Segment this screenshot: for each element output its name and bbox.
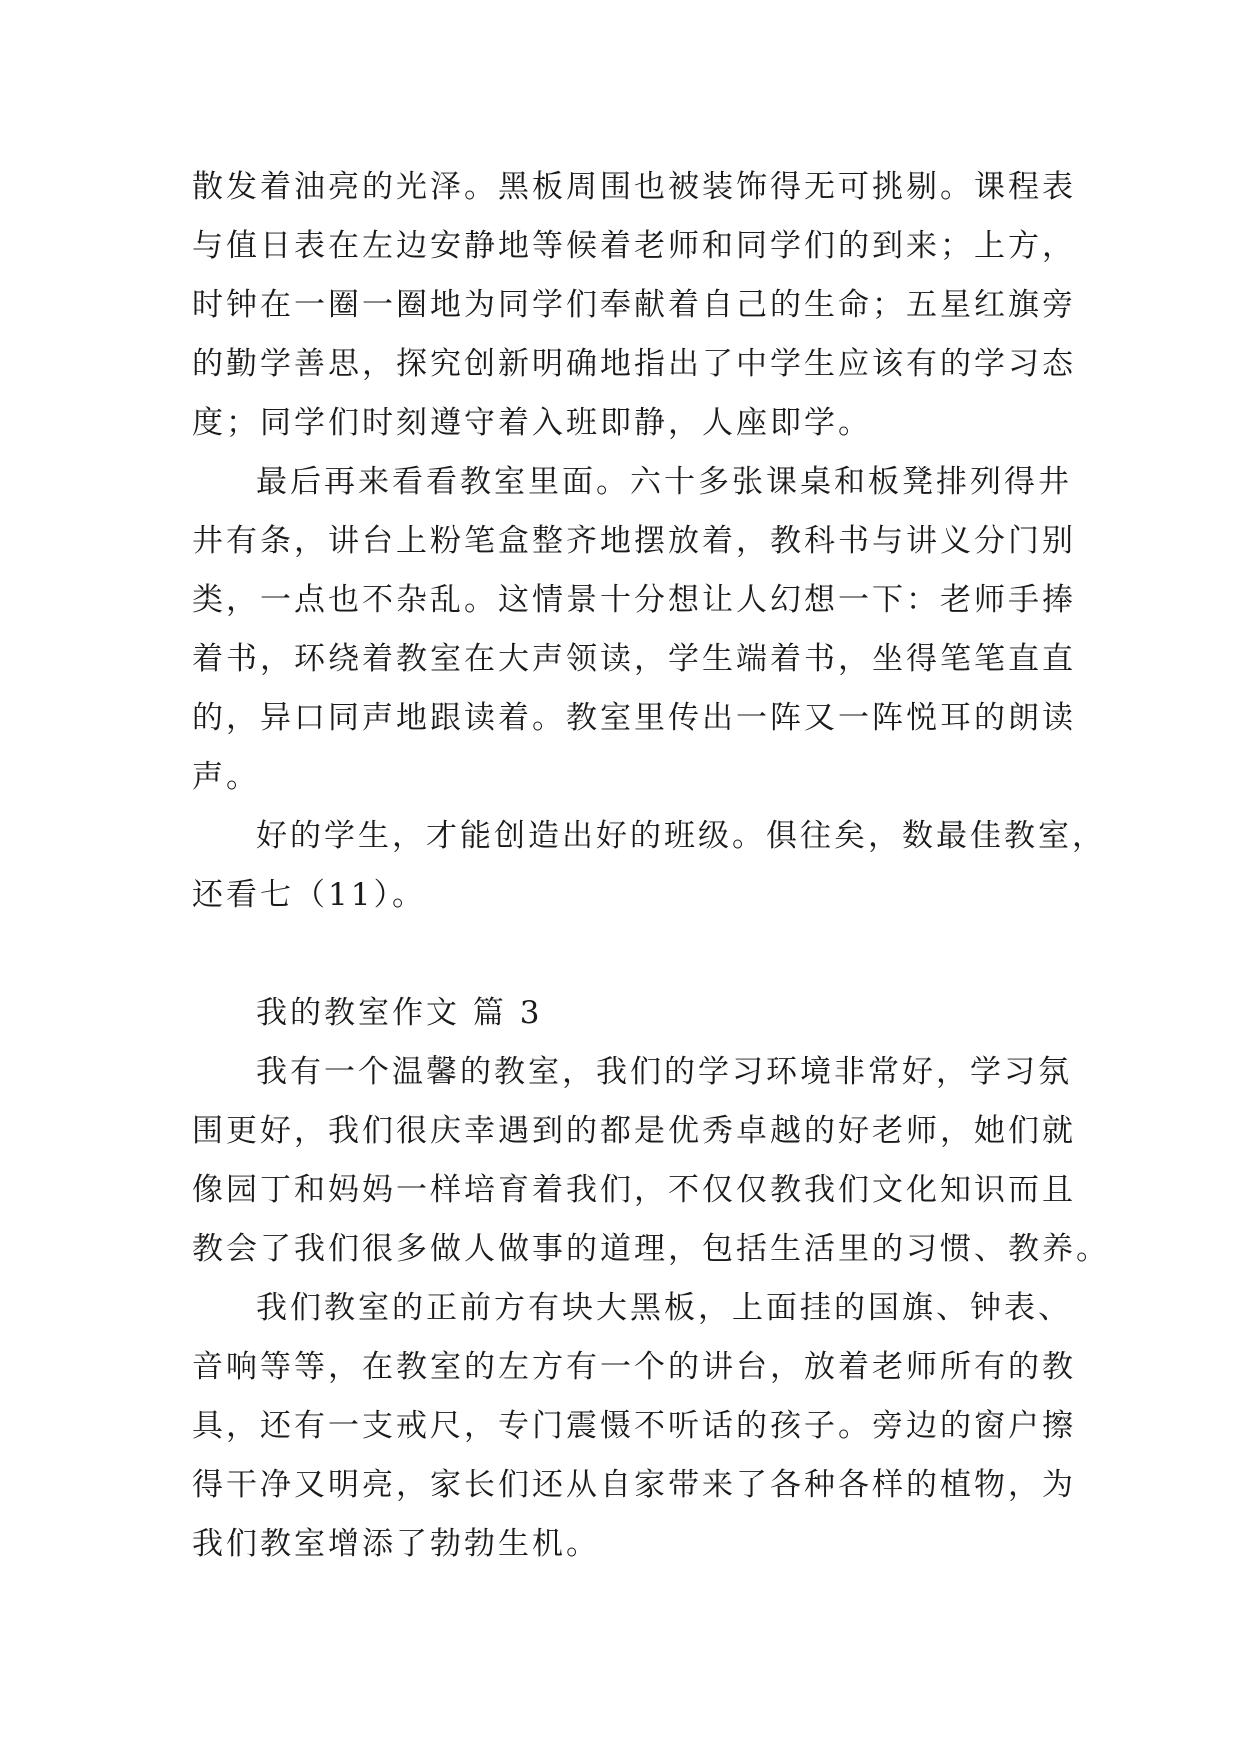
text-line: 井有条，讲台上粉笔盒整齐地摆放着，教科书与讲义分门别 [192, 523, 1076, 559]
text-line: 具，还有一支戒尺，专门震慑不听话的孩子。旁边的窗户擦 [192, 1408, 1076, 1444]
text-line: 音响等等，在教室的左方有一个的讲台，放着老师所有的教 [192, 1349, 1076, 1385]
section-spacer [192, 925, 1072, 984]
text-line: 的，异口同声地跟读着。教室里传出一阵又一阵悦耳的朗读 [192, 700, 1076, 736]
text-line: 教会了我们很多做人做事的道理，包括生活里的习惯、教养。 [192, 1231, 1110, 1267]
text-line: 围更好，我们很庆幸遇到的都是优秀卓越的好老师，她们就 [192, 1113, 1076, 1149]
text-line: 时钟在一圈一圈地为同学们奉献着自己的生命；五星红旗旁 [192, 287, 1076, 323]
text-line: 散发着油亮的光泽。黑板周围也被装饰得无可挑剔。课程表 [192, 169, 1076, 205]
paragraph-4 [192, 1043, 1110, 1279]
paragraph-1 [192, 158, 1076, 453]
section-title: 我的教室作文 篇 3 [256, 995, 543, 1031]
text-line: 声。 [192, 759, 260, 795]
text-line: 好的学生，才能创造出好的班级。俱往矣，数最佳教室， [256, 818, 1106, 854]
text-line: 与值日表在左边安静地等候着老师和同学们的到来；上方， [192, 228, 1076, 264]
paragraph-5 [192, 1279, 1076, 1574]
text-line: 像园丁和妈妈一样培育着我们，不仅仅教我们文化知识而且 [192, 1172, 1076, 1208]
text-line: 最后再来看看教室里面。六十多张课桌和板凳排列得井 [256, 464, 1072, 500]
text-line: 还看七（11）。 [192, 877, 426, 913]
text-line: 我们教室的正前方有块大黑板，上面挂的国旗、钟表、 [256, 1290, 1072, 1326]
text-line: 得干净又明亮，家长们还从自家带来了各种各样的植物，为 [192, 1467, 1076, 1503]
text-line: 类，一点也不杂乱。这情景十分想让人幻想一下：老师手捧 [192, 582, 1076, 618]
section-heading [192, 984, 1072, 1043]
text-line: 我们教室增添了勃勃生机。 [192, 1526, 600, 1562]
paragraph-3 [192, 807, 1106, 925]
text-line: 着书，环绕着教室在大声领读，学生端着书，坐得笔笔直直 [192, 641, 1076, 677]
paragraph-2 [192, 453, 1076, 807]
text-line: 的勤学善思，探究创新明确地指出了中学生应该有的学习态 [192, 346, 1076, 382]
text-line: 度；同学们时刻遵守着入班即静，人座即学。 [192, 405, 872, 441]
essay-body [192, 158, 1110, 1574]
text-line: 我有一个温馨的教室，我们的学习环境非常好，学习氛 [256, 1054, 1072, 1090]
